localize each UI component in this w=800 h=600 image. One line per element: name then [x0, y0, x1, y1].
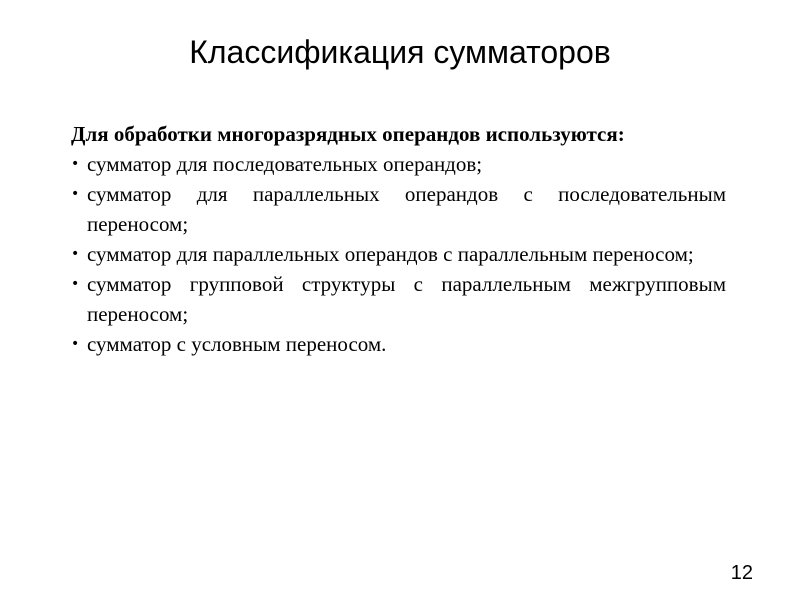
list-item — [71, 179, 726, 239]
list-item — [71, 269, 726, 329]
bullet-icon: • — [71, 336, 80, 352]
list-item-text: сумматор с условным переносом. — [87, 332, 387, 356]
slide-body — [71, 119, 726, 359]
bullet-icon: • — [71, 246, 80, 262]
page-number: 12 — [730, 562, 753, 584]
intro-text: Для обработки многоразрядных операндов используются: — [71, 122, 625, 146]
bullet-icon: • — [71, 156, 80, 172]
bullet-icon: • — [71, 186, 80, 202]
list-item — [71, 329, 726, 359]
list-item — [71, 239, 726, 269]
bullet-icon: • — [71, 276, 80, 292]
list-item-text: сумматор для параллельных операндов с параллельным переносом; — [87, 242, 694, 266]
list-item-text: сумматор для последовательных операндов; — [87, 152, 483, 176]
slide-title: Классификация сумматоров — [189, 34, 611, 70]
list-item — [71, 149, 726, 179]
list-item-text: сумматор групповой структуры с параллельным межгрупповым переносом; — [87, 272, 726, 326]
list-item-text: сумматор для параллельных операндов с последовательным переносом; — [87, 182, 726, 236]
adder-list — [71, 149, 726, 359]
